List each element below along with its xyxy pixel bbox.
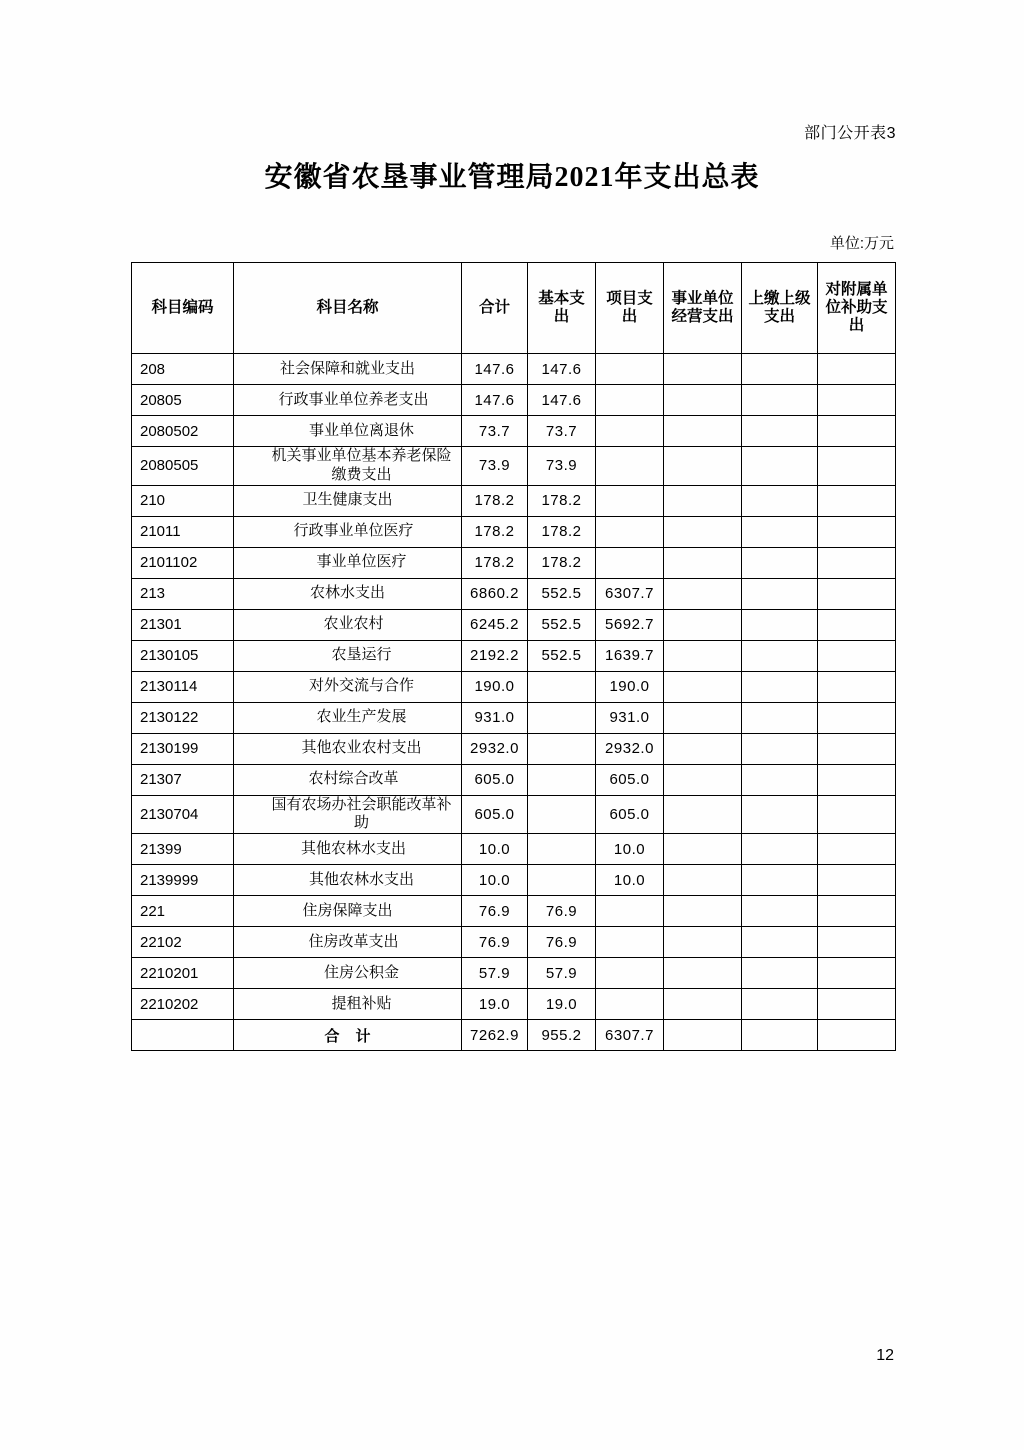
cell-basic: 76.9: [528, 927, 596, 958]
column-header-basic: 基本支出: [528, 263, 596, 354]
cell-basic: 147.6: [528, 385, 596, 416]
column-header-total: 合计: [462, 263, 528, 354]
total-cell-subsidy: [818, 1020, 896, 1051]
cell-subsidy: [818, 927, 896, 958]
cell-subsidy: [818, 447, 896, 486]
cell-operating: [664, 764, 742, 795]
cell-name: 机关事业单位基本养老保险缴费支出: [234, 447, 462, 486]
cell-upper: [742, 795, 818, 834]
table-row: [132, 989, 896, 1020]
cell-upper: [742, 385, 818, 416]
total-cell-basic: 955.2: [528, 1020, 596, 1051]
cell-basic: 552.5: [528, 578, 596, 609]
column-header-subsidy: 对附属单位补助支出: [818, 263, 896, 354]
total-label: 合计: [234, 1020, 462, 1051]
cell-project: 931.0: [596, 702, 664, 733]
column-header-project: 项目支出: [596, 263, 664, 354]
cell-basic: [528, 702, 596, 733]
cell-total: 605.0: [462, 764, 528, 795]
cell-basic: 73.7: [528, 416, 596, 447]
cell-basic: 73.9: [528, 447, 596, 486]
cell-project: 190.0: [596, 671, 664, 702]
cell-total: 178.2: [462, 516, 528, 547]
cell-code: 2210202: [132, 989, 234, 1020]
cell-upper: [742, 416, 818, 447]
cell-total: 2932.0: [462, 733, 528, 764]
cell-upper: [742, 485, 818, 516]
cell-project: [596, 385, 664, 416]
cell-upper: [742, 702, 818, 733]
cell-project: [596, 447, 664, 486]
cell-name: 住房改革支出: [234, 927, 462, 958]
cell-total: 19.0: [462, 989, 528, 1020]
table-row: [132, 896, 896, 927]
cell-name: 其他农林水支出: [234, 834, 462, 865]
table-row: [132, 640, 896, 671]
cell-subsidy: [818, 671, 896, 702]
cell-basic: [528, 764, 596, 795]
cell-upper: [742, 764, 818, 795]
table-row: [132, 385, 896, 416]
cell-code: 20805: [132, 385, 234, 416]
cell-subsidy: [818, 416, 896, 447]
cell-name: 社会保障和就业支出: [234, 354, 462, 385]
cell-name: 农林水支出: [234, 578, 462, 609]
cell-upper: [742, 447, 818, 486]
table-row: [132, 447, 896, 486]
expenditure-table: [131, 262, 896, 1051]
cell-name: 农村综合改革: [234, 764, 462, 795]
cell-subsidy: [818, 640, 896, 671]
cell-code: 22102: [132, 927, 234, 958]
cell-project: [596, 927, 664, 958]
cell-operating: [664, 485, 742, 516]
cell-subsidy: [818, 764, 896, 795]
cell-basic: 147.6: [528, 354, 596, 385]
cell-name: 国有农场办社会职能改革补助: [234, 795, 462, 834]
cell-total: 6860.2: [462, 578, 528, 609]
cell-basic: [528, 795, 596, 834]
table-row: [132, 795, 896, 834]
cell-basic: 178.2: [528, 547, 596, 578]
table-row: [132, 516, 896, 547]
cell-code: [132, 1020, 234, 1051]
cell-name: 住房保障支出: [234, 896, 462, 927]
cell-operating: [664, 834, 742, 865]
cell-operating: [664, 927, 742, 958]
cell-code: 213: [132, 578, 234, 609]
cell-code: 21011: [132, 516, 234, 547]
cell-subsidy: [818, 516, 896, 547]
cell-code: 2130704: [132, 795, 234, 834]
cell-name: 事业单位医疗: [234, 547, 462, 578]
cell-project: [596, 989, 664, 1020]
cell-basic: 552.5: [528, 640, 596, 671]
cell-basic: [528, 733, 596, 764]
cell-operating: [664, 795, 742, 834]
cell-operating: [664, 640, 742, 671]
column-header-upper: 上缴上级支出: [742, 263, 818, 354]
page-number: 12: [876, 1347, 894, 1364]
cell-project: 5692.7: [596, 609, 664, 640]
table-total-row: [132, 1020, 896, 1051]
cell-operating: [664, 578, 742, 609]
cell-upper: [742, 671, 818, 702]
cell-name: 农业农村: [234, 609, 462, 640]
cell-total: 2192.2: [462, 640, 528, 671]
cell-basic: [528, 834, 596, 865]
cell-subsidy: [818, 865, 896, 896]
cell-project: [596, 547, 664, 578]
cell-code: 2130122: [132, 702, 234, 733]
cell-project: 10.0: [596, 834, 664, 865]
cell-total: 178.2: [462, 547, 528, 578]
cell-operating: [664, 547, 742, 578]
cell-project: [596, 516, 664, 547]
cell-name: 行政事业单位医疗: [234, 516, 462, 547]
column-header-code: 科目编码: [132, 263, 234, 354]
table-row: [132, 702, 896, 733]
cell-project: 6307.7: [596, 578, 664, 609]
cell-operating: [664, 671, 742, 702]
column-header-operating: 事业单位经营支出: [664, 263, 742, 354]
cell-basic: 552.5: [528, 609, 596, 640]
table-row: [132, 671, 896, 702]
cell-total: 6245.2: [462, 609, 528, 640]
cell-operating: [664, 989, 742, 1020]
cell-total: 931.0: [462, 702, 528, 733]
cell-upper: [742, 989, 818, 1020]
cell-operating: [664, 447, 742, 486]
cell-upper: [742, 733, 818, 764]
cell-basic: 19.0: [528, 989, 596, 1020]
cell-total: 73.9: [462, 447, 528, 486]
cell-project: [596, 485, 664, 516]
cell-subsidy: [818, 896, 896, 927]
cell-subsidy: [818, 733, 896, 764]
cell-code: 2101102: [132, 547, 234, 578]
cell-code: 21301: [132, 609, 234, 640]
cell-total: 190.0: [462, 671, 528, 702]
cell-code: 2210201: [132, 958, 234, 989]
document-header-note: 部门公开表3: [804, 125, 896, 142]
cell-code: 208: [132, 354, 234, 385]
cell-upper: [742, 896, 818, 927]
cell-operating: [664, 516, 742, 547]
cell-code: 21307: [132, 764, 234, 795]
table-header-row: [132, 263, 896, 354]
cell-total: 10.0: [462, 865, 528, 896]
cell-basic: 57.9: [528, 958, 596, 989]
cell-total: 73.7: [462, 416, 528, 447]
cell-total: 178.2: [462, 485, 528, 516]
total-cell-upper: [742, 1020, 818, 1051]
cell-project: [596, 354, 664, 385]
cell-upper: [742, 516, 818, 547]
table-row: [132, 958, 896, 989]
cell-basic: 178.2: [528, 485, 596, 516]
table-row: [132, 354, 896, 385]
table-row: [132, 865, 896, 896]
cell-total: 76.9: [462, 896, 528, 927]
cell-upper: [742, 354, 818, 385]
cell-name: 农垦运行: [234, 640, 462, 671]
cell-basic: 76.9: [528, 896, 596, 927]
cell-name: 提租补贴: [234, 989, 462, 1020]
cell-name: 其他农业农村支出: [234, 733, 462, 764]
cell-code: 221: [132, 896, 234, 927]
cell-project: [596, 416, 664, 447]
cell-code: 2080505: [132, 447, 234, 486]
cell-total: 605.0: [462, 795, 528, 834]
table-row: [132, 416, 896, 447]
cell-upper: [742, 578, 818, 609]
cell-subsidy: [818, 702, 896, 733]
cell-name: 行政事业单位养老支出: [234, 385, 462, 416]
table-row: [132, 609, 896, 640]
cell-project: 10.0: [596, 865, 664, 896]
cell-name: 住房公积金: [234, 958, 462, 989]
cell-operating: [664, 958, 742, 989]
cell-name: 农业生产发展: [234, 702, 462, 733]
cell-subsidy: [818, 795, 896, 834]
cell-code: 2130114: [132, 671, 234, 702]
table-row: [132, 733, 896, 764]
unit-note: 单位:万元: [829, 235, 894, 252]
cell-subsidy: [818, 354, 896, 385]
cell-project: 605.0: [596, 795, 664, 834]
cell-code: 2130105: [132, 640, 234, 671]
cell-subsidy: [818, 578, 896, 609]
cell-project: 1639.7: [596, 640, 664, 671]
total-cell-total: 7262.9: [462, 1020, 528, 1051]
cell-project: 2932.0: [596, 733, 664, 764]
cell-code: 2080502: [132, 416, 234, 447]
column-header-name: 科目名称: [234, 263, 462, 354]
cell-project: 605.0: [596, 764, 664, 795]
cell-subsidy: [818, 547, 896, 578]
table-row: [132, 547, 896, 578]
cell-name: 事业单位离退休: [234, 416, 462, 447]
cell-name: 其他农林水支出: [234, 865, 462, 896]
cell-upper: [742, 547, 818, 578]
total-cell-operating: [664, 1020, 742, 1051]
total-cell-project: 6307.7: [596, 1020, 664, 1051]
cell-basic: [528, 671, 596, 702]
cell-subsidy: [818, 485, 896, 516]
cell-operating: [664, 865, 742, 896]
cell-total: 147.6: [462, 354, 528, 385]
cell-upper: [742, 834, 818, 865]
cell-operating: [664, 702, 742, 733]
cell-operating: [664, 733, 742, 764]
cell-project: [596, 896, 664, 927]
cell-basic: 178.2: [528, 516, 596, 547]
cell-total: 10.0: [462, 834, 528, 865]
cell-subsidy: [818, 989, 896, 1020]
table-row: [132, 764, 896, 795]
cell-name: 卫生健康支出: [234, 485, 462, 516]
cell-total: 76.9: [462, 927, 528, 958]
cell-total: 57.9: [462, 958, 528, 989]
cell-project: [596, 958, 664, 989]
cell-upper: [742, 865, 818, 896]
cell-code: 210: [132, 485, 234, 516]
cell-operating: [664, 896, 742, 927]
cell-code: 2139999: [132, 865, 234, 896]
cell-operating: [664, 385, 742, 416]
cell-basic: [528, 865, 596, 896]
table-row: [132, 578, 896, 609]
cell-subsidy: [818, 834, 896, 865]
cell-operating: [664, 609, 742, 640]
cell-subsidy: [818, 609, 896, 640]
cell-subsidy: [818, 385, 896, 416]
cell-code: 21399: [132, 834, 234, 865]
cell-code: 2130199: [132, 733, 234, 764]
cell-upper: [742, 609, 818, 640]
cell-name: 对外交流与合作: [234, 671, 462, 702]
table-row: [132, 927, 896, 958]
table-row: [132, 834, 896, 865]
cell-total: 147.6: [462, 385, 528, 416]
table-row: [132, 485, 896, 516]
page-title: 安徽省农垦事业管理局2021年支出总表: [264, 162, 760, 193]
cell-upper: [742, 958, 818, 989]
cell-upper: [742, 640, 818, 671]
cell-subsidy: [818, 958, 896, 989]
cell-upper: [742, 927, 818, 958]
cell-operating: [664, 416, 742, 447]
cell-operating: [664, 354, 742, 385]
